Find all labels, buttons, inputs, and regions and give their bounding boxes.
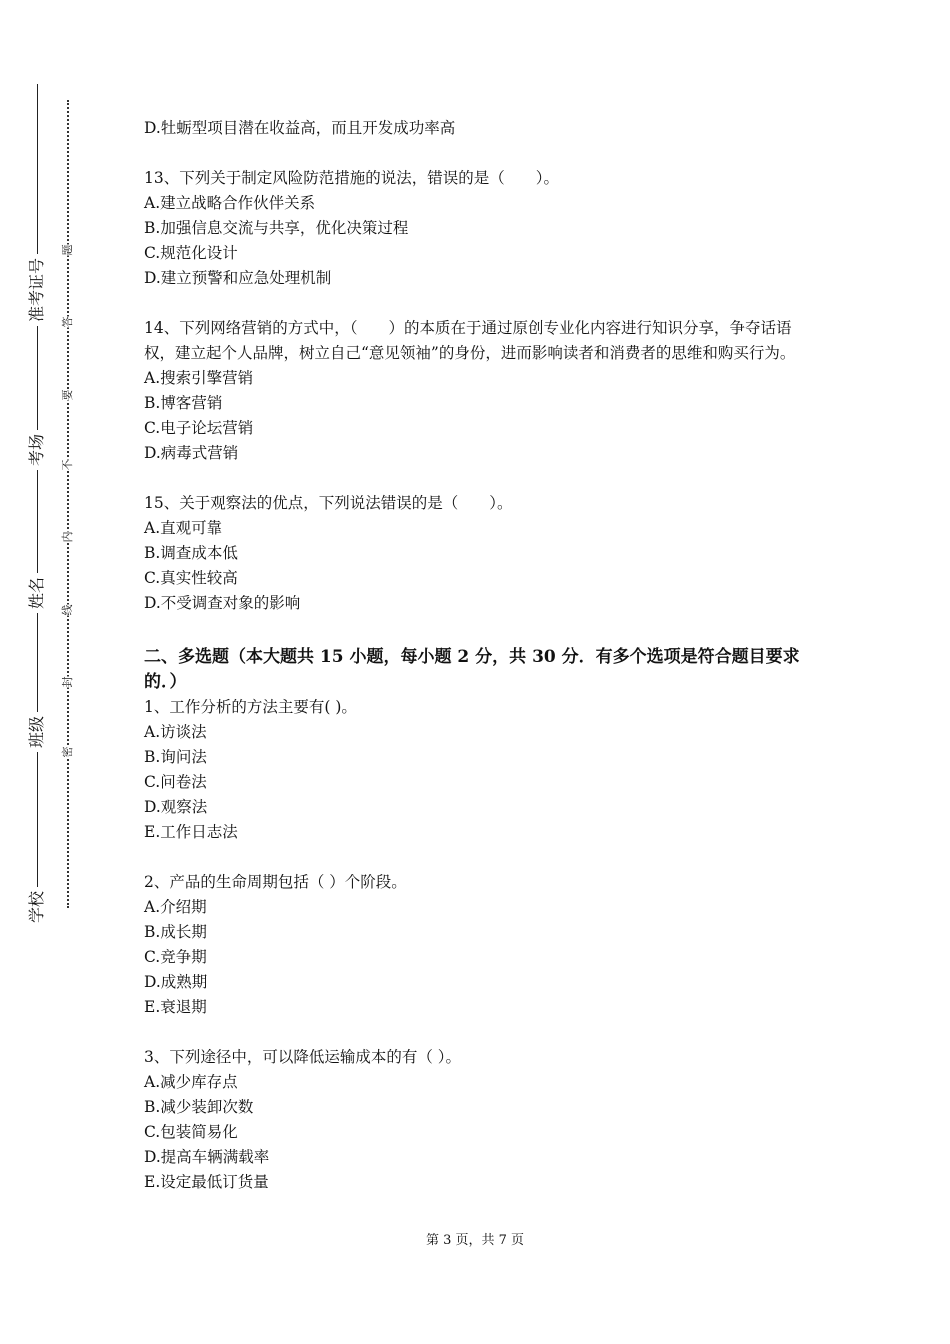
page-footer: 第 3 页，共 7 页 — [425, 1233, 525, 1248]
question-stem: 1、工作分析的方法主要有( )。 — [144, 698, 357, 716]
option: B.调查成本低 — [144, 544, 238, 562]
class-label: 班级 — [28, 712, 46, 752]
option: A.介绍期 — [144, 898, 207, 916]
option: D.观察法 — [144, 798, 208, 816]
exam-room-label: 考场 — [28, 430, 46, 470]
option: B.博客营销 — [144, 394, 223, 412]
option: A.搜索引擎营销 — [144, 369, 254, 387]
seal-char: 密 — [59, 747, 77, 758]
question-stem: 3、下列途径中，可以降低运输成本的有（ ）。 — [144, 1048, 462, 1066]
question-stem: 15、关于观察法的优点，下列说法错误的是（ ）。 — [144, 494, 513, 512]
question-stem: 13、下列关于制定风险防范措施的说法，错误的是（ ）。 — [144, 169, 559, 187]
option: B.减少装卸次数 — [144, 1098, 254, 1116]
seal-char: 题 — [59, 245, 77, 256]
seal-char: 要 — [59, 390, 77, 401]
school-label: 学校 — [28, 887, 46, 927]
option: E.衰退期 — [144, 998, 207, 1016]
option: B.加强信息交流与共享，优化决策过程 — [144, 219, 409, 237]
page-content — [144, 116, 824, 1195]
option: A.访谈法 — [144, 723, 207, 741]
seal-char: 线 — [59, 605, 77, 616]
option: E.工作日志法 — [144, 823, 238, 841]
binding-strip — [0, 0, 100, 1344]
option: D.建立预警和应急处理机制 — [144, 269, 332, 287]
option: C.真实性较高 — [144, 569, 238, 587]
option: C.电子论坛营销 — [144, 419, 254, 437]
option: C.包装简易化 — [144, 1123, 238, 1141]
option: A.减少库存点 — [144, 1073, 238, 1091]
question-stem: 2、产品的生命周期包括（ ）个阶段。 — [144, 873, 407, 891]
option: D.成熟期 — [144, 973, 208, 991]
option: D.病毒式营销 — [144, 444, 239, 462]
seal-char: 封 — [59, 677, 77, 688]
seal-char: 内 — [59, 532, 77, 543]
section-title: 二、多选题（本大题共 15 小题，每小题 2 分，共 30 分．有多个选项是符合题目要求的．） — [144, 647, 800, 692]
option: E.设定最低订货量 — [144, 1173, 269, 1191]
seal-char: 不 — [59, 460, 77, 471]
exam-id-label: 准考证号 — [28, 254, 46, 326]
seal-char: 答 — [59, 317, 77, 328]
option: D.牡蛎型项目潜在收益高，而且开发成功率高 — [144, 119, 456, 137]
binding-solid-line — [37, 84, 38, 926]
option: A.建立战略合作伙伴关系 — [144, 194, 316, 212]
option: C.规范化设计 — [144, 244, 238, 262]
name-label: 姓名 — [28, 573, 46, 613]
seal-dotted-line — [67, 100, 69, 908]
option: B.成长期 — [144, 923, 207, 941]
question-stem: 14、下列网络营销的方式中，（ ）的本质在于通过原创专业化内容进行知识分享，争夺话语权，建立起个人品牌，树立自己“意见领袖”的身份，进而影响读者和消费者的思维和购买行为。 — [144, 319, 796, 362]
option: D.不受调查对象的影响 — [144, 594, 301, 612]
option: A.直观可靠 — [144, 519, 223, 537]
option: C.问卷法 — [144, 773, 207, 791]
option: D.提高车辆满载率 — [144, 1148, 270, 1166]
option: B.询问法 — [144, 748, 207, 766]
option: C.竞争期 — [144, 948, 207, 966]
